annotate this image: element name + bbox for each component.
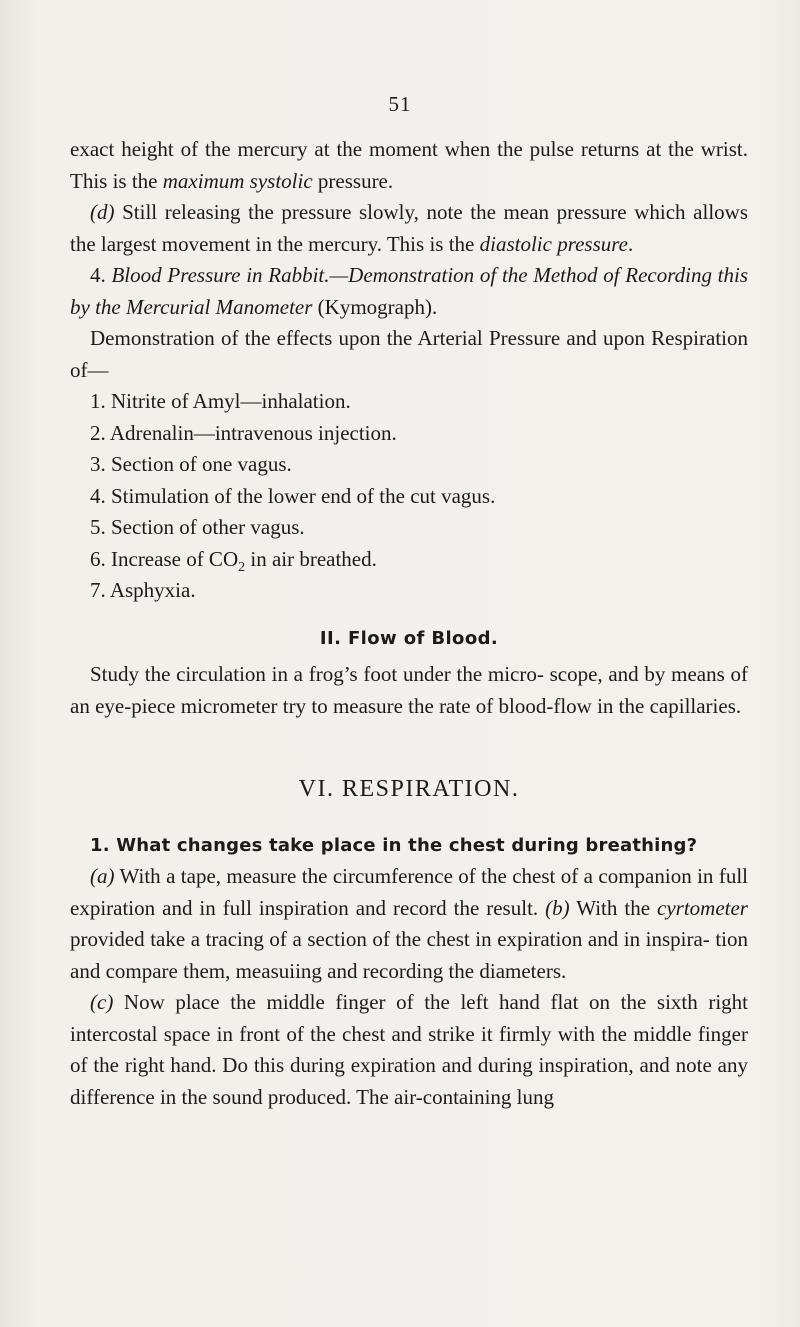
list-item: [70, 481, 748, 513]
item-4-heading: [70, 260, 748, 323]
diastolic-term: diastolic pressure: [479, 231, 628, 256]
item-4-number: 4.: [90, 263, 106, 287]
list-item-number: 4.: [90, 483, 106, 508]
item-4-title: Blood Pressure in Rabbit.—Demonstration of the Method of Recording this by the Mercurial Manometer: [70, 263, 749, 319]
flow-of-blood-paragraph: Study the circulation in a frog’s foot under the micro- scope, and by means of an eye-piece micrometer try to measure the rate of blood-flow in the capillaries.: [70, 662, 748, 718]
paragraph-d-text: Still releasing the pressure slowly, note the mean pressure which allows the largest movement in the mercury. This is the: [70, 200, 748, 256]
list-item-text: Adrenalin—intravenous injection.: [109, 420, 397, 445]
list-item-number: 3.: [90, 452, 106, 476]
page-number: 51: [388, 92, 412, 116]
list-item-number: 6.: [90, 546, 106, 571]
list-item-text: Stimulation of the lower end of the cut vagus.: [111, 483, 496, 508]
list-item-text: Section of one vagus.: [111, 452, 292, 476]
intro-paragraph: [70, 134, 748, 197]
list-item-number: 5.: [90, 515, 106, 539]
label-c: (c): [90, 990, 114, 1014]
paragraph-b-text-end: provided take a tracing of a section of the chest in expiration and in inspira- tion and compare them, measuiing and recording the diameters.: [70, 927, 748, 983]
page-body: [70, 134, 748, 1113]
paragraph-c: [70, 987, 748, 1113]
list-item-number: 7.: [90, 578, 106, 602]
paragraph-d: [70, 197, 748, 260]
label-a: (a): [90, 864, 115, 888]
item-4-subtitle: (Kymograph).: [312, 294, 438, 319]
demonstration-paragraph: Demonstration of the effects upon the Arterial Pressure and upon Respiration of—: [70, 326, 748, 382]
paragraph-b-text: With the: [569, 895, 658, 920]
intro-text-end: pressure.: [312, 168, 394, 193]
paragraph-c-text: Now place the middle finger of the left hand flat on the sixth right intercostal space in front of the chest and strike it firmly with the middle finger of the right hand. Do this during expiration and during inspiration, and note any difference in the sound produced. The air-containing lung: [70, 990, 748, 1109]
list-item: [70, 449, 748, 481]
section-heading-flow-of-blood: II. Flow of Blood.: [319, 627, 499, 649]
list-item-number: 1.: [90, 389, 106, 413]
paragraph-a-text: With a tape, measure the circumference of the chest of a companion in full expiration and in full inspiration and record the result.: [70, 864, 748, 920]
list-item: [70, 575, 748, 607]
list-item: [70, 544, 748, 576]
list-item: [70, 418, 748, 450]
chapter-heading-respiration: VI. RESPIRATION.: [298, 776, 520, 802]
list-item-text: Asphyxia.: [109, 578, 196, 602]
co2-subscript: 2: [238, 559, 246, 575]
paragraph-d-end: .: [627, 231, 634, 256]
cyrtometer-term: cyrtometer: [657, 895, 748, 920]
label-d: (d): [90, 200, 115, 224]
list-item-text: Section of other vagus.: [111, 515, 305, 539]
question-text: 1. What changes take place in the chest during breathing?: [90, 834, 698, 856]
list-item-text: Nitrite of Amyl—inhalation.: [111, 389, 351, 413]
list-item-number: 2.: [90, 420, 106, 445]
demonstration-list: [70, 386, 748, 607]
list-item-text: Increase of CO: [111, 546, 239, 571]
list-item: [70, 386, 748, 418]
list-item-text-after: in air breathed.: [245, 546, 377, 571]
paragraph-a-b: [70, 861, 748, 987]
systolic-term: maximum systolic: [162, 168, 313, 193]
label-b: (b): [545, 895, 570, 920]
list-item: [70, 512, 748, 544]
question-heading: [70, 829, 748, 862]
intro-text: exact height of the mercury at the moment when the pulse returns at the wrist. This is the: [70, 137, 748, 193]
